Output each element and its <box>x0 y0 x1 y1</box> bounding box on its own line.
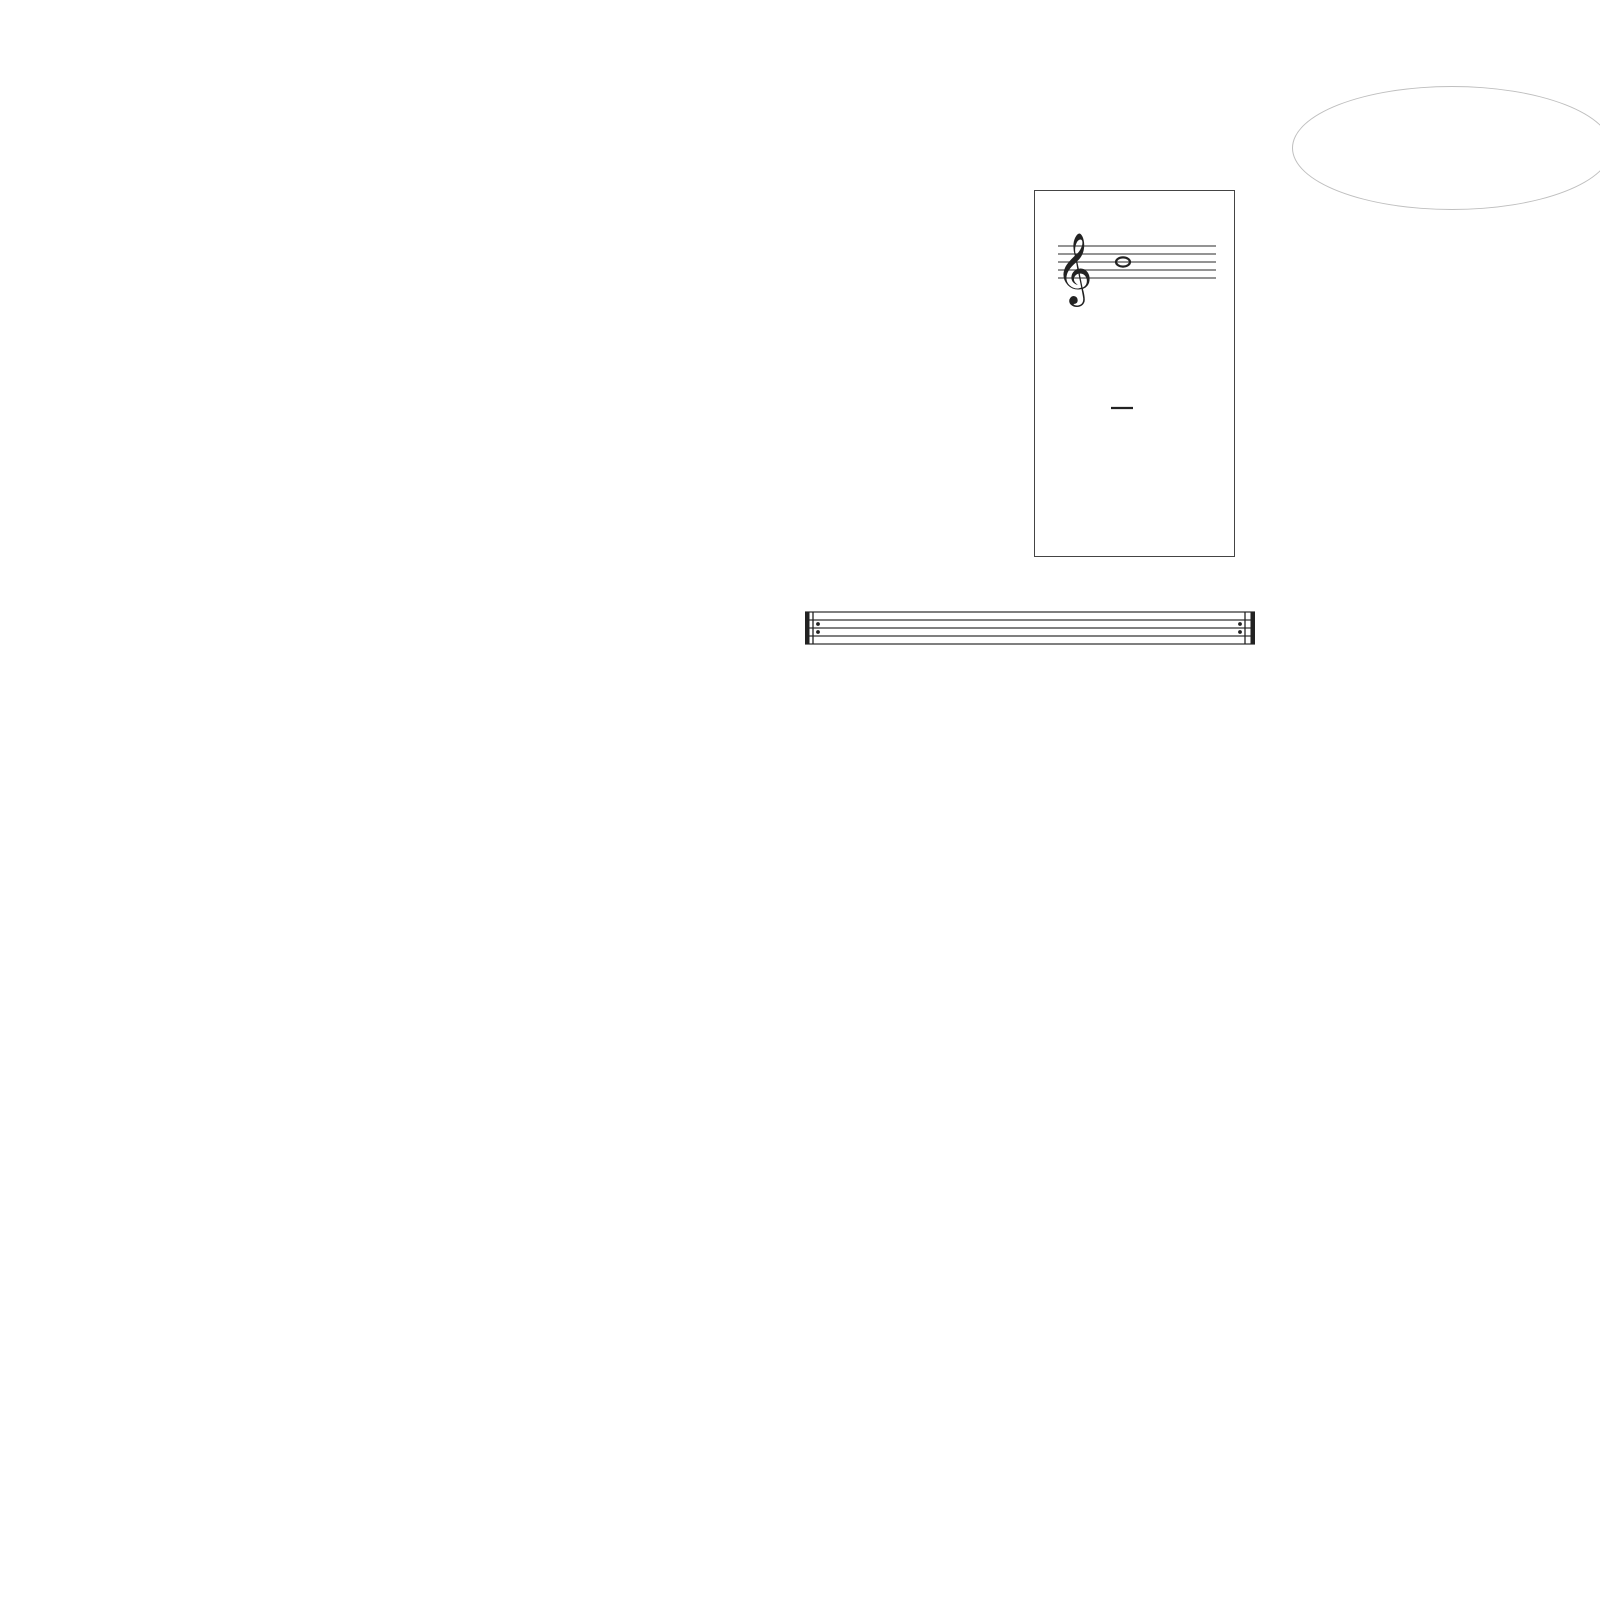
repeat-start-thick <box>805 612 810 644</box>
exercise-3-staff <box>300 1354 1270 1494</box>
page-title <box>338 112 346 163</box>
repeat-end-thick <box>1251 612 1256 644</box>
page-badge <box>1292 86 1600 210</box>
exercise-1-staff <box>300 930 1270 1070</box>
fingering-diagram <box>1034 190 1235 557</box>
exercise-2-staff <box>300 1139 1270 1279</box>
treble-clef-icon: 𝄞 <box>1056 231 1093 304</box>
repeat-sign-staff <box>800 605 1260 655</box>
